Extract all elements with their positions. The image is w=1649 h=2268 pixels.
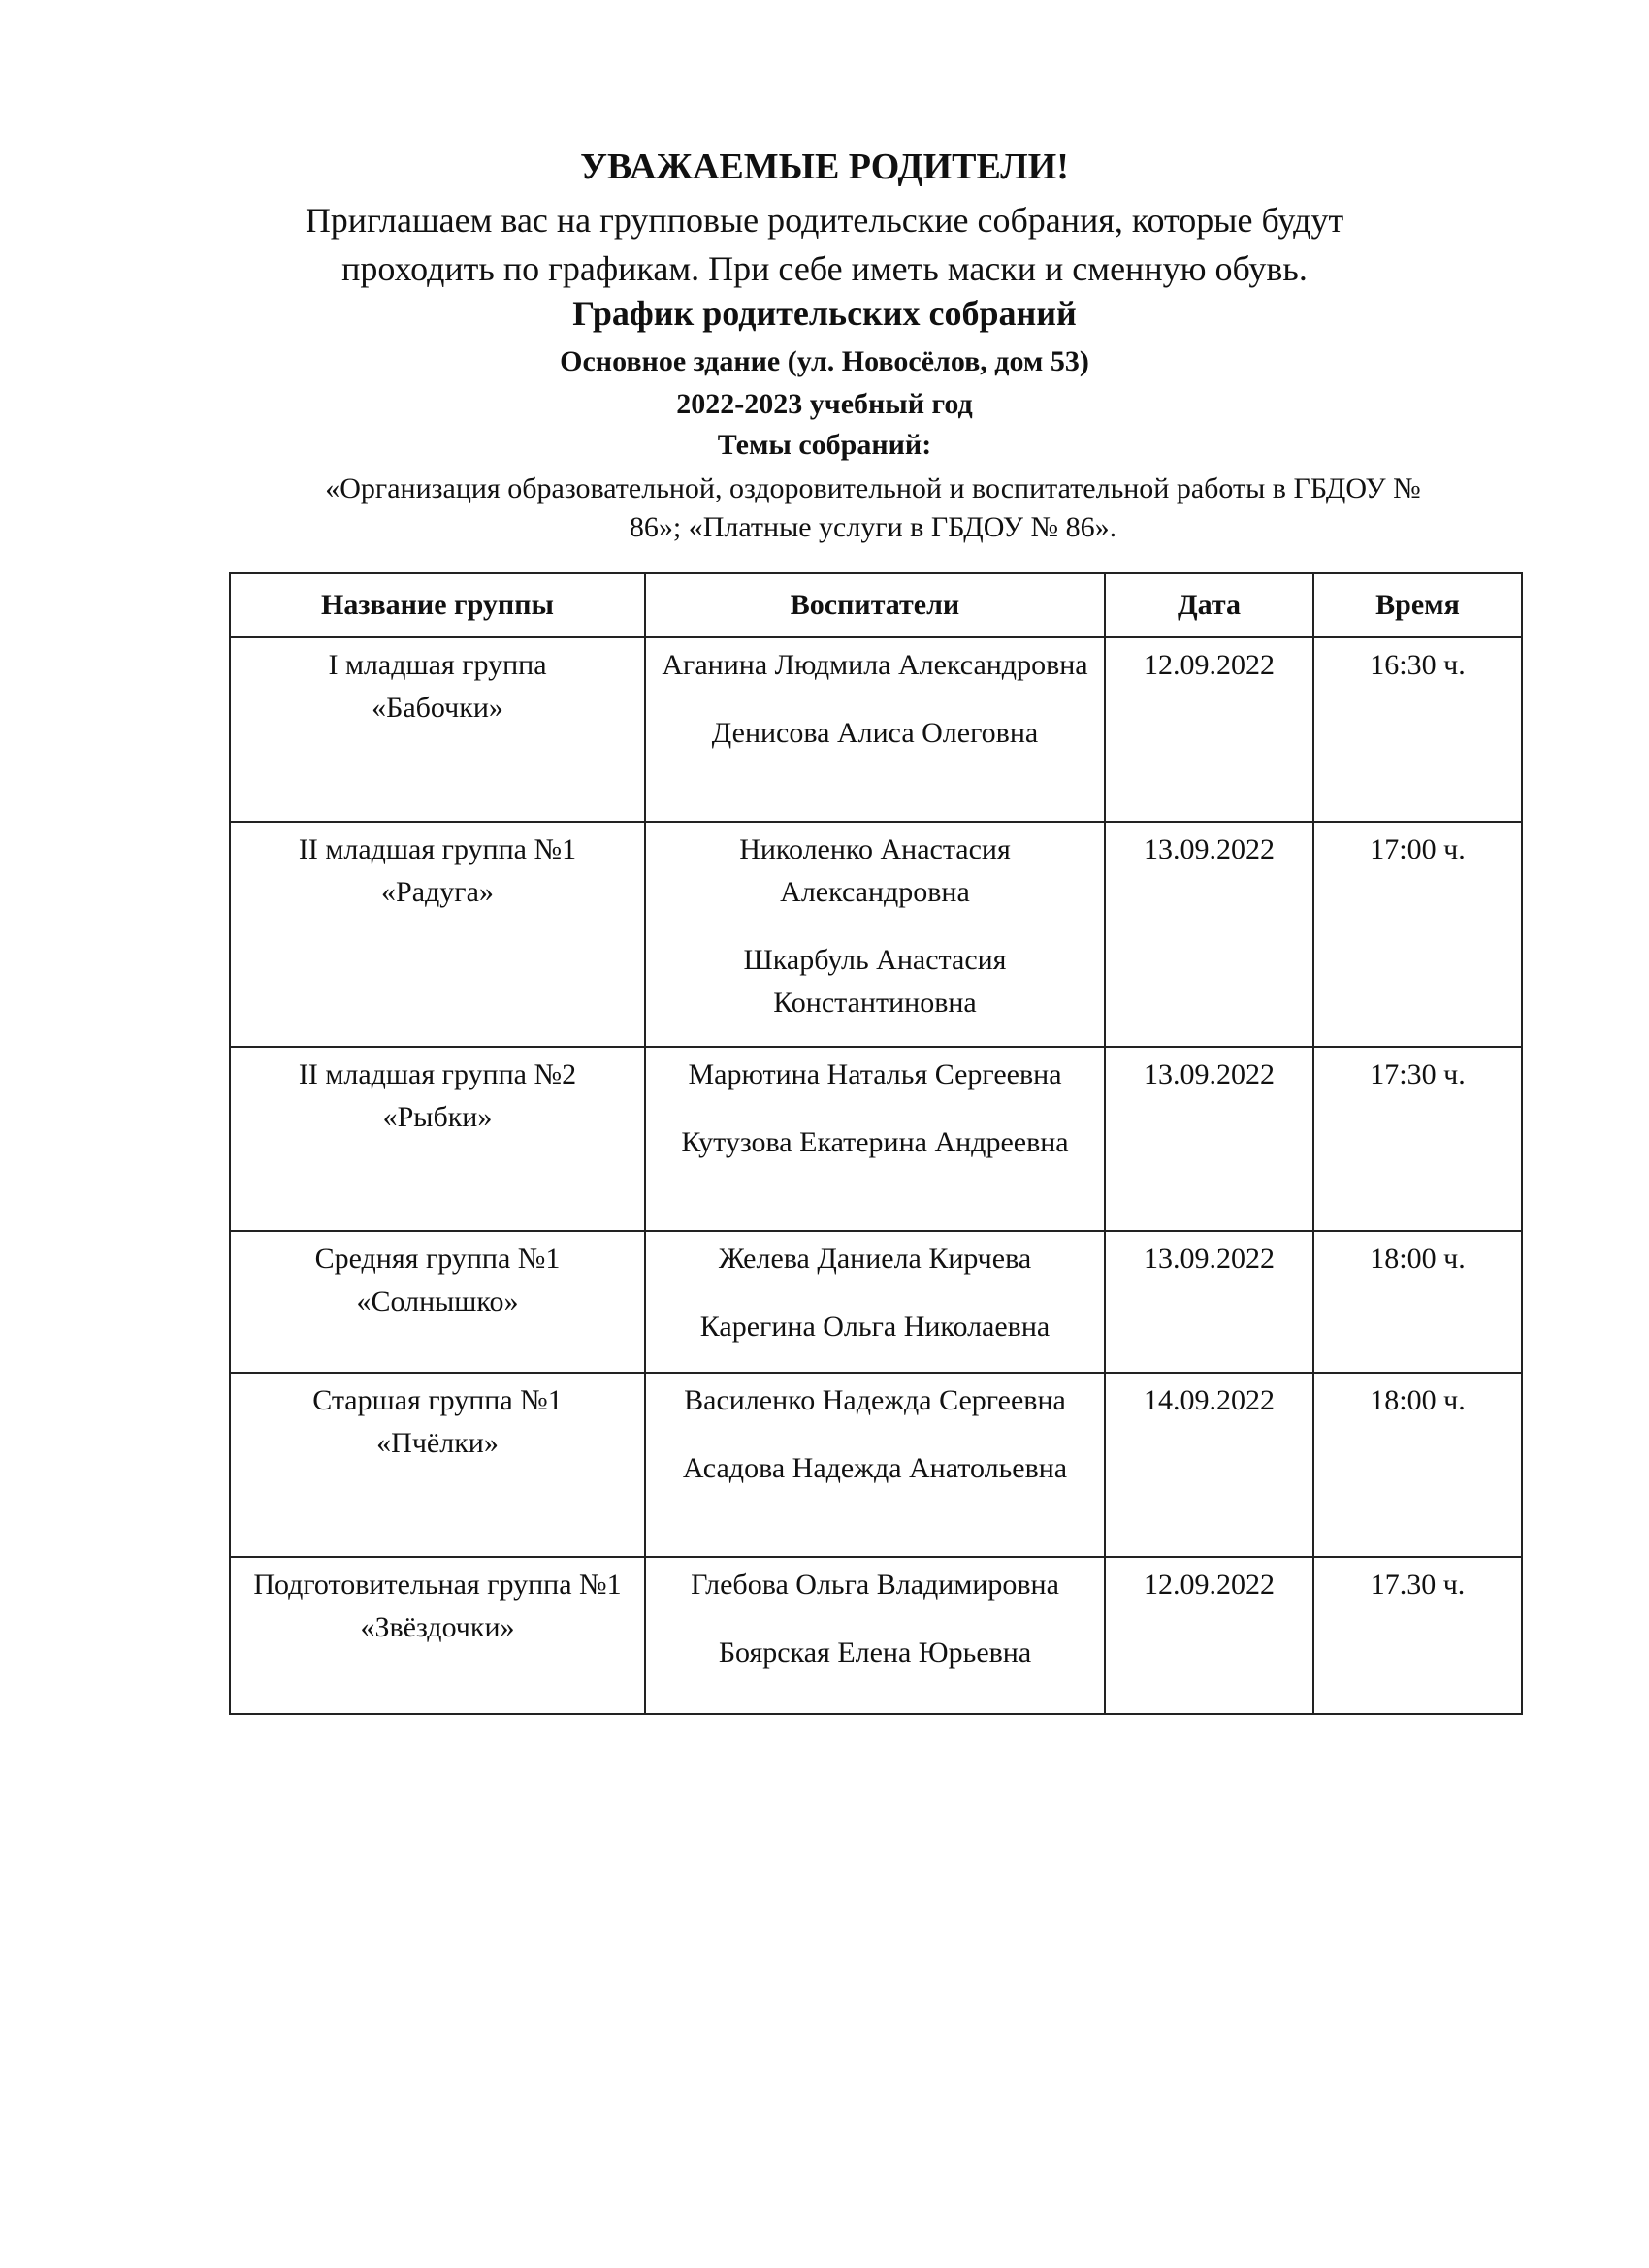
date-cell: 12.09.2022 bbox=[1105, 1557, 1313, 1714]
header-date: Дата bbox=[1105, 573, 1313, 637]
group-name: Старшая группа №1 bbox=[312, 1384, 563, 1416]
time-cell: 18:00 ч. bbox=[1313, 1373, 1522, 1557]
group-nickname: «Радуга» bbox=[381, 876, 494, 908]
teachers-cell bbox=[645, 637, 1105, 822]
teacher-name: Боярская Елена Юрьевна bbox=[718, 1636, 1032, 1669]
table-row bbox=[230, 637, 1522, 822]
teacher-name: Аганина Людмила Александровна bbox=[662, 649, 1088, 681]
date-cell: 12.09.2022 bbox=[1105, 637, 1313, 822]
header-group: Название группы bbox=[230, 573, 645, 637]
teacher-name: Василенко Надежда Сергеевна bbox=[684, 1384, 1066, 1416]
table-header-row bbox=[230, 573, 1522, 637]
group-cell bbox=[230, 1557, 645, 1714]
group-cell bbox=[230, 1231, 645, 1373]
table-row bbox=[230, 1231, 1522, 1373]
group-nickname: «Бабочки» bbox=[372, 692, 503, 724]
intro-text bbox=[0, 196, 1649, 293]
building-address: Основное здание (ул. Новосёлов, дом 53) bbox=[560, 345, 1089, 377]
school-year: 2022-2023 учебный год bbox=[676, 388, 973, 420]
teacher-name: Шкарбуль Анастасия Константиновна bbox=[743, 944, 1007, 1019]
group-name: II младшая группа №2 bbox=[298, 1058, 577, 1090]
schedule-table bbox=[229, 572, 1523, 1715]
group-nickname: «Солнышко» bbox=[356, 1285, 519, 1317]
date-cell: 13.09.2022 bbox=[1105, 1047, 1313, 1231]
group-cell bbox=[230, 1047, 645, 1231]
table-row bbox=[230, 1557, 1522, 1714]
teacher-name: Денисова Алиса Олеговна bbox=[711, 717, 1039, 749]
teacher-name: Глебова Ольга Владимировна bbox=[691, 1569, 1059, 1601]
group-cell bbox=[230, 637, 645, 822]
teachers-cell bbox=[645, 822, 1105, 1047]
intro-line-1: Приглашаем вас на групповые родительские собрания, которые будут bbox=[305, 201, 1344, 240]
group-name: I младшая группа bbox=[328, 649, 547, 681]
group-cell bbox=[230, 822, 645, 1047]
group-name: II младшая группа №1 bbox=[298, 833, 577, 865]
time-cell: 17:00 ч. bbox=[1313, 822, 1522, 1047]
page-title: УВАЖАЕМЫЕ РОДИТЕЛИ! bbox=[580, 146, 1069, 187]
teacher-name: Асадова Надежда Анатольевна bbox=[682, 1452, 1068, 1484]
time-cell: 18:00 ч. bbox=[1313, 1231, 1522, 1373]
group-cell bbox=[230, 1373, 645, 1557]
topics-text: «Организация образовательной, оздоровительной и воспитательной работы в ГБДОУ № 86»; «Платные услуги в ГБДОУ № 86». bbox=[325, 472, 1421, 543]
group-nickname: «Пчёлки» bbox=[376, 1427, 499, 1459]
time-cell: 17:30 ч. bbox=[1313, 1047, 1522, 1231]
teachers-cell bbox=[645, 1231, 1105, 1373]
table-row bbox=[230, 1373, 1522, 1557]
header-time: Время bbox=[1313, 573, 1522, 637]
teacher-name: Николенко Анастасия Александровна bbox=[739, 833, 1011, 908]
teachers-cell bbox=[645, 1373, 1105, 1557]
group-name: Подготовительная группа №1 bbox=[253, 1569, 622, 1601]
teacher-name: Карегина Ольга Николаевна bbox=[699, 1311, 1051, 1343]
intro-line-2: проходить по графикам. При себе иметь маски и сменную обувь. bbox=[341, 249, 1308, 288]
teachers-cell bbox=[645, 1047, 1105, 1231]
teacher-name: Марютина Наталья Сергеевна bbox=[688, 1058, 1062, 1090]
topics-label: Темы собраний: bbox=[717, 429, 932, 461]
group-nickname: «Рыбки» bbox=[382, 1101, 493, 1133]
date-cell: 14.09.2022 bbox=[1105, 1373, 1313, 1557]
time-cell: 17.30 ч. bbox=[1313, 1557, 1522, 1714]
group-nickname: «Звёздочки» bbox=[360, 1611, 515, 1643]
header-teachers: Воспитатели bbox=[645, 573, 1105, 637]
table-row bbox=[230, 1047, 1522, 1231]
table-row bbox=[230, 822, 1522, 1047]
teacher-name: Кутузова Екатерина Андреевна bbox=[681, 1126, 1069, 1158]
time-cell: 16:30 ч. bbox=[1313, 637, 1522, 822]
date-cell: 13.09.2022 bbox=[1105, 822, 1313, 1047]
schedule-title: График родительских собраний bbox=[572, 294, 1077, 333]
group-name: Средняя группа №1 bbox=[314, 1243, 561, 1275]
teacher-name: Желева Даниела Кирчева bbox=[718, 1243, 1032, 1275]
teachers-cell bbox=[645, 1557, 1105, 1714]
date-cell: 13.09.2022 bbox=[1105, 1231, 1313, 1373]
